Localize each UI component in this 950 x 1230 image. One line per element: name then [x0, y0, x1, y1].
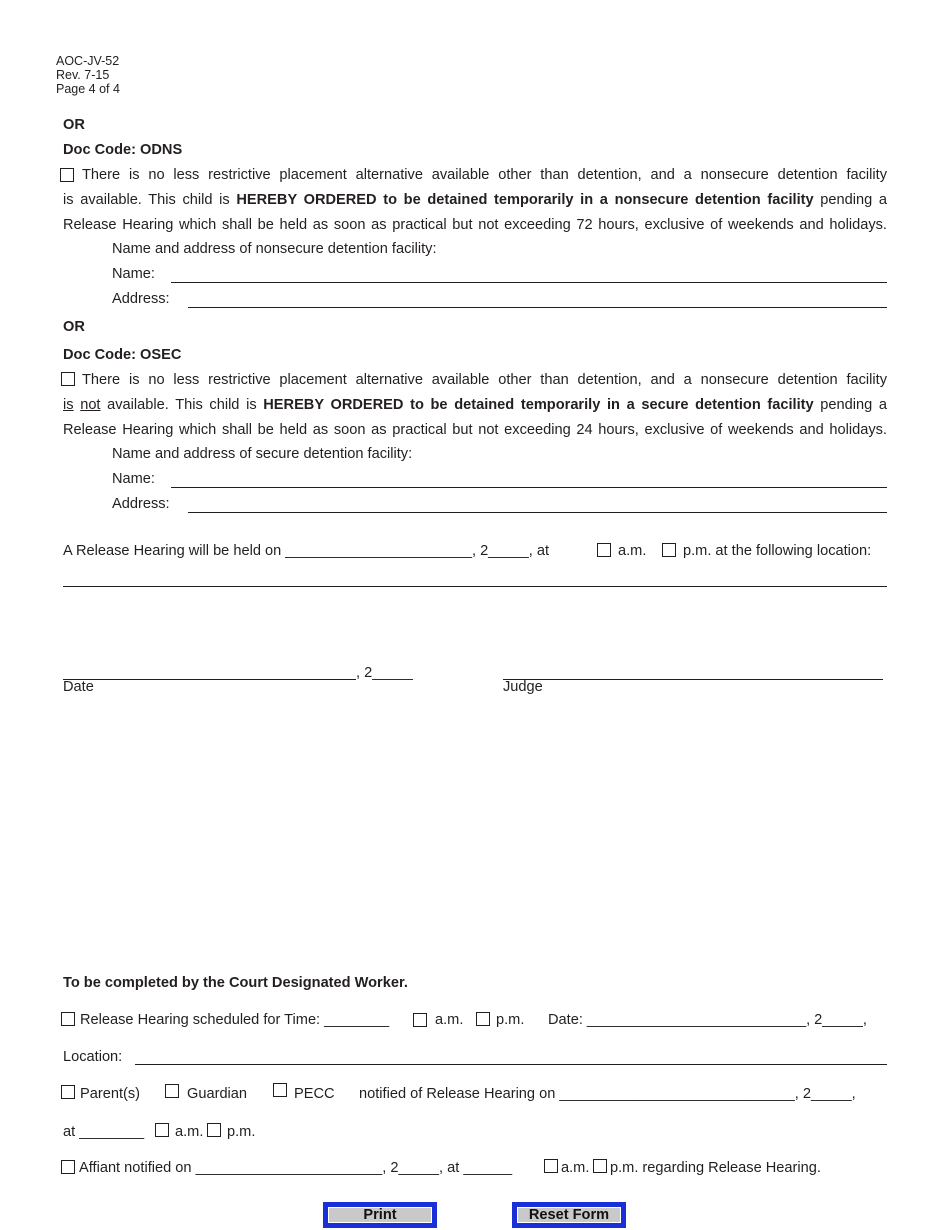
date-field[interactable]	[63, 679, 356, 680]
parents-checkbox[interactable]	[61, 1085, 75, 1099]
or-label-2: OR	[63, 319, 85, 335]
release-hearing-text: A Release Hearing will be held on _______________________, 2_____, at	[63, 543, 550, 559]
or-label-1: OR	[63, 117, 85, 133]
osec-facility-label: Name and address of secure detention facility:	[112, 446, 413, 462]
cdw-date-text: Date: ___________________________, 2_____,	[548, 1012, 867, 1028]
page-number: Page 4 of 4	[56, 82, 120, 96]
cdw-am-label: a.m.	[435, 1012, 464, 1028]
osec-name-label: Name:	[112, 471, 155, 487]
reset-form-button[interactable]	[512, 1202, 626, 1228]
pecc-label: PECC	[294, 1086, 335, 1102]
cdw-pm-checkbox[interactable]	[476, 1012, 490, 1026]
release-pm-checkbox[interactable]	[662, 543, 676, 557]
release-am-checkbox[interactable]	[597, 543, 611, 557]
release-location-field[interactable]	[63, 586, 887, 587]
odns-name-label: Name:	[112, 266, 155, 282]
cdw-location-field[interactable]	[135, 1064, 887, 1065]
cdw-location-label: Location:	[63, 1049, 123, 1065]
at-time-text: at ________	[63, 1124, 145, 1140]
date-label: Date	[63, 679, 94, 695]
judge-label: Judge	[503, 679, 543, 695]
guardian-label: Guardian	[187, 1086, 248, 1102]
osec-address-label: Address:	[112, 496, 170, 512]
osec-line-2: is not available. This child is HEREBY ORDERED to be detained temporarily in a secure detention facility pending a	[63, 397, 887, 413]
cdw-title: To be completed by the Court Designated Worker.	[63, 975, 408, 991]
judge-signature-field[interactable]	[503, 679, 883, 680]
guardian-checkbox[interactable]	[165, 1084, 179, 1098]
odns-checkbox[interactable]	[60, 168, 74, 182]
reset-form-button-label: Reset Form	[517, 1207, 621, 1223]
odns-address-label: Address:	[112, 291, 170, 307]
odns-name-field[interactable]	[171, 282, 887, 283]
affiant-am-label: a.m.	[561, 1160, 590, 1176]
notified-am-label: a.m.	[175, 1124, 204, 1140]
affiant-text: Affiant notified on _______________________, 2_____, at ______	[79, 1160, 513, 1176]
revision: Rev. 7-15	[56, 68, 110, 82]
doc-code-osec: Doc Code: OSEC	[63, 347, 182, 363]
affiant-am-checkbox[interactable]	[544, 1159, 558, 1173]
parents-label: Parent(s)	[80, 1086, 141, 1102]
pecc-checkbox[interactable]	[273, 1083, 287, 1097]
odns-line-2: is available. This child is HEREBY ORDERED to be detained temporarily in a nonsecure detention facility pending a	[63, 192, 887, 208]
affiant-pm-label: p.m. regarding Release Hearing.	[610, 1160, 821, 1176]
print-button-label: Print	[328, 1207, 432, 1223]
osec-line-1: There is no less restrictive placement alternative available other than detention, and a nonsecure detention facility	[82, 372, 887, 388]
notified-pm-label: p.m.	[227, 1124, 256, 1140]
osec-name-field[interactable]	[171, 487, 887, 488]
affiant-checkbox[interactable]	[61, 1160, 75, 1174]
form-id: AOC-JV-52	[56, 54, 120, 68]
cdw-release-checkbox[interactable]	[61, 1012, 75, 1026]
date-year: , 2_____	[356, 665, 413, 681]
cdw-am-checkbox[interactable]	[413, 1013, 427, 1027]
print-button[interactable]	[323, 1202, 437, 1228]
release-pm-label: p.m. at the following location:	[683, 543, 872, 559]
cdw-time-text: Release Hearing scheduled for Time: ________	[80, 1012, 390, 1028]
odns-line-1: There is no less restrictive placement alternative available other than detention, and a nonsecure detention facility	[82, 167, 887, 183]
odns-line-3: Release Hearing which shall be held as soon as practical but not exceeding 72 hours, exclusive of weekends and holidays.	[63, 217, 887, 233]
osec-address-field[interactable]	[188, 512, 887, 513]
notified-text: notified of Release Hearing on _____________________________, 2_____,	[359, 1086, 856, 1102]
release-am-label: a.m.	[618, 543, 647, 559]
notified-am-checkbox[interactable]	[155, 1123, 169, 1137]
odns-facility-label: Name and address of nonsecure detention facility:	[112, 241, 437, 257]
odns-address-field[interactable]	[188, 307, 887, 308]
doc-code-odns: Doc Code: ODNS	[63, 142, 183, 158]
affiant-pm-checkbox[interactable]	[593, 1159, 607, 1173]
notified-pm-checkbox[interactable]	[207, 1123, 221, 1137]
cdw-pm-label: p.m.	[496, 1012, 525, 1028]
osec-checkbox[interactable]	[61, 372, 75, 386]
osec-line-3: Release Hearing which shall be held as soon as practical but not exceeding 24 hours, exclusive of weekends and holidays.	[63, 422, 887, 438]
